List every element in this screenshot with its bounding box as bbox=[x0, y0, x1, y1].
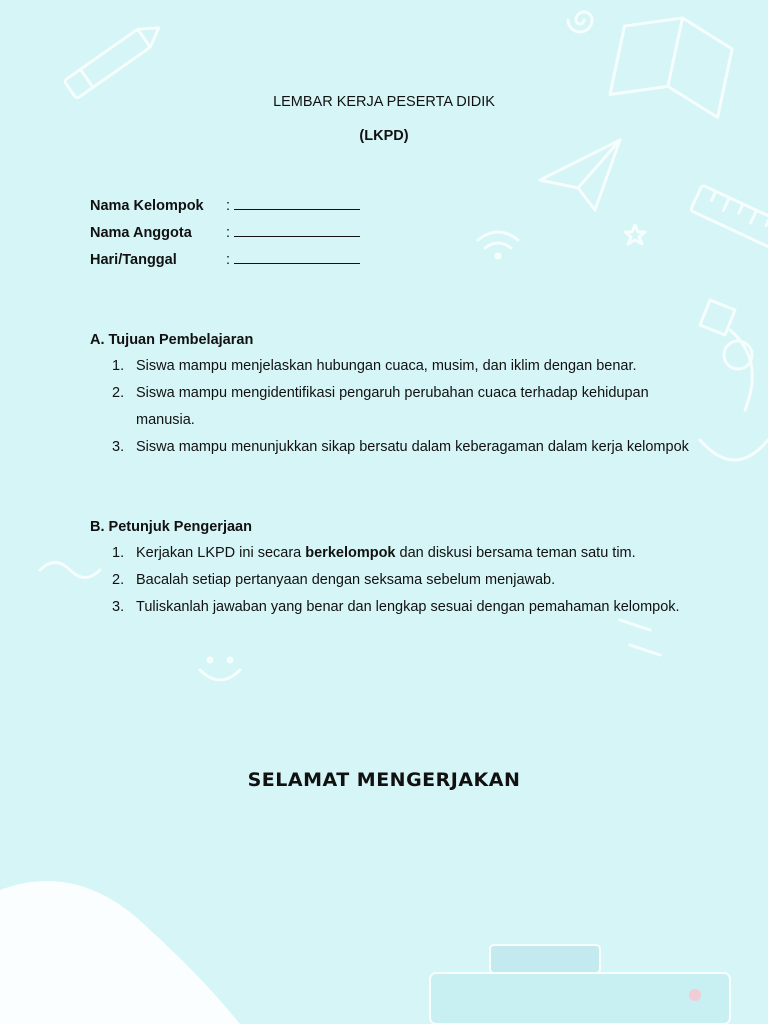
list-number: 3. bbox=[112, 599, 125, 615]
tujuan-list bbox=[112, 353, 692, 461]
form-row-nama-kelompok bbox=[90, 197, 360, 214]
list-item bbox=[112, 380, 692, 434]
list-text: Tuliskanlah jawaban yang benar dan lengkap sesuai dengan pemahaman kelompok. bbox=[136, 599, 680, 615]
fill-in-line bbox=[234, 224, 360, 237]
form-separator: : bbox=[226, 198, 231, 214]
list-number: 1. bbox=[112, 358, 125, 374]
fill-in-line bbox=[234, 197, 360, 210]
list-text: Siswa mampu mengidentifikasi pengaruh perubahan cuaca terhadap kehidupan manusia. bbox=[136, 385, 649, 428]
list-text: dan diskusi bersama teman satu tim. bbox=[395, 545, 636, 561]
form-label: Hari/Tanggal bbox=[90, 252, 177, 268]
form-label: Nama Kelompok bbox=[90, 198, 204, 214]
section-heading-petunjuk: B. Petunjuk Pengerjaan bbox=[90, 519, 252, 535]
closing-message: SELAMAT MENGERJAKAN bbox=[247, 769, 521, 791]
list-item bbox=[112, 353, 692, 380]
petunjuk-list bbox=[112, 540, 692, 621]
form-row-hari-tanggal bbox=[90, 251, 360, 268]
list-item bbox=[112, 594, 692, 621]
fill-in-line bbox=[234, 251, 360, 264]
form-row-nama-anggota bbox=[90, 224, 360, 241]
list-item bbox=[112, 567, 692, 594]
list-item bbox=[112, 434, 692, 461]
list-text: Bacalah setiap pertanyaan dengan seksama sebelum menjawab. bbox=[136, 572, 556, 588]
page-subtitle: (LKPD) bbox=[359, 128, 409, 144]
list-text: Siswa mampu menjelaskan hubungan cuaca, musim, dan iklim dengan benar. bbox=[136, 358, 637, 374]
list-number: 2. bbox=[112, 572, 125, 588]
list-text: Siswa mampu menunjukkan sikap bersatu dalam keberagaman dalam kerja kelompok bbox=[136, 439, 689, 455]
list-number: 3. bbox=[112, 439, 125, 455]
list-text: Kerjakan LKPD ini secara bbox=[136, 545, 306, 561]
list-number: 1. bbox=[112, 545, 125, 561]
list-number: 2. bbox=[112, 385, 125, 401]
list-item bbox=[112, 540, 692, 567]
form-separator: : bbox=[226, 252, 231, 268]
list-text-bold: berkelompok bbox=[305, 545, 396, 561]
form-separator: : bbox=[226, 225, 231, 241]
page-title: LEMBAR KERJA PESERTA DIDIK bbox=[273, 94, 495, 110]
form-label: Nama Anggota bbox=[90, 225, 192, 241]
section-heading-tujuan: A. Tujuan Pembelajaran bbox=[90, 332, 254, 348]
